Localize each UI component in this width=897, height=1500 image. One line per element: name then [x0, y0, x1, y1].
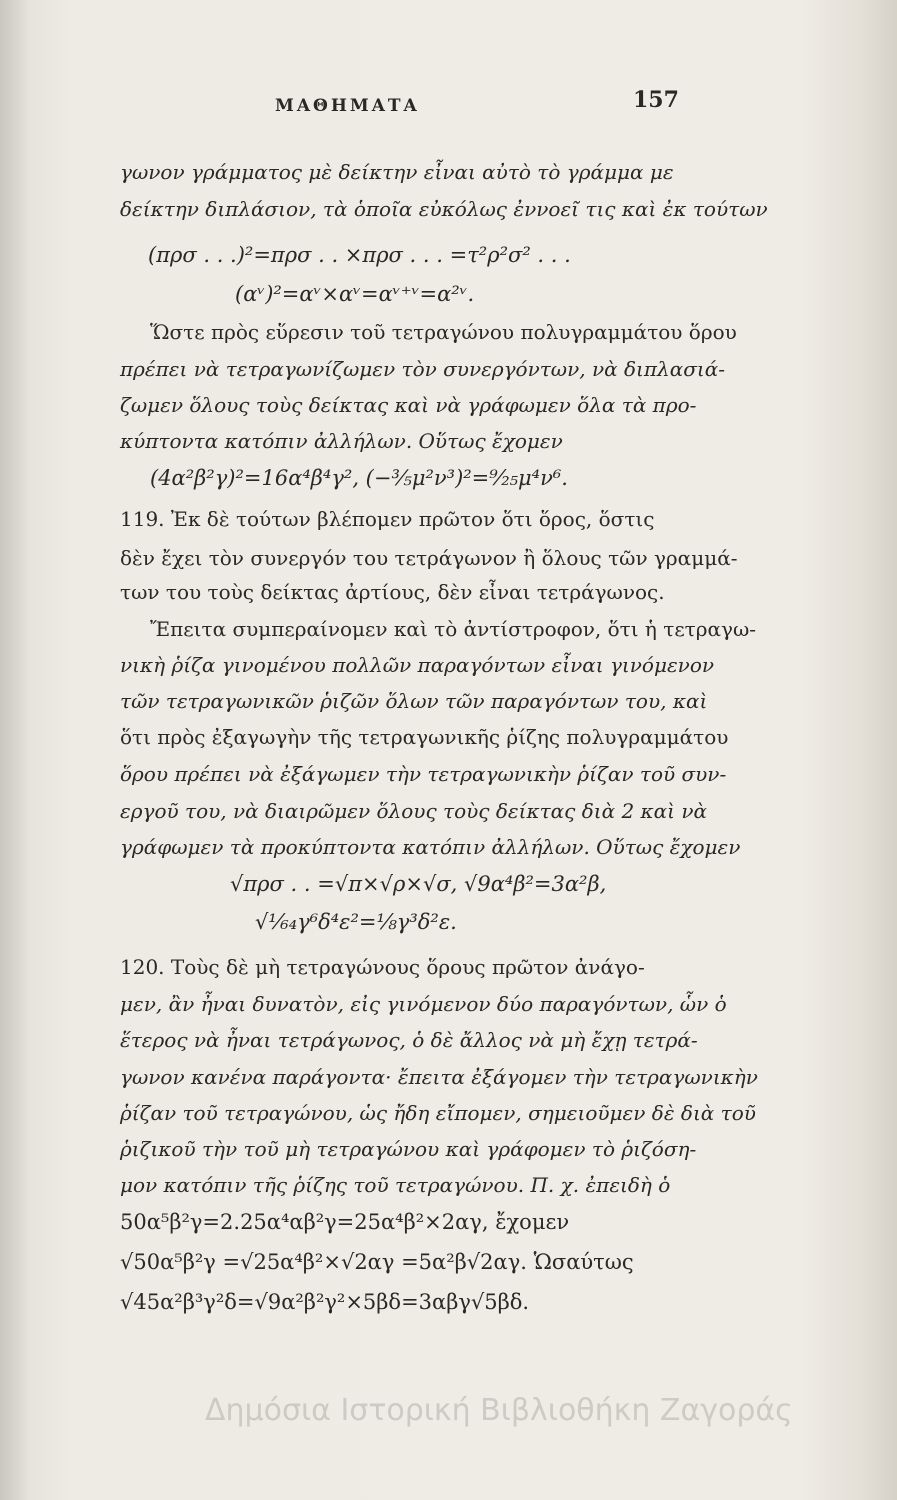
text-line: γωνον γράμματος μὲ δείκτην εἶναι αὐτὸ τὸ γράμμα με: [120, 160, 674, 184]
library-watermark: Δημόσια Ιστορική Βιβλιοθήκη Ζαγοράς: [205, 1393, 793, 1428]
text-line: μεν, ἂν ἦναι δυνατὸν, εἰς γινόμενον δύο παραγόντων, ὧν ὁ: [120, 992, 727, 1016]
text-line: πρέπει νὰ τετραγωνίζωμεν τὸν συνεργόντων, νὰ διπλασιά-: [120, 357, 725, 381]
math-line: (4α²β²γ)²=16α⁴β⁴γ², (−⅗μ²ν³)²=⁹⁄₂₅μ⁴ν⁶.: [150, 466, 568, 490]
math-line: √¹⁄₆₄γ⁶δ⁴ε²=⅛γ³δ²ε.: [255, 910, 457, 934]
text-line: ὅρου πρέπει νὰ ἐξάγωμεν τὴν τετραγωνικὴν ῥίζαν τοῦ συν-: [120, 762, 727, 786]
math-line: √50α⁵β²γ =√25α⁴β²×√2αγ =5α²β√2αγ. Ὡσαύτως: [120, 1250, 634, 1274]
text-line: ἕτερος νὰ ἦναι τετράγωνος, ὁ δὲ ἄλλος νὰ μὴ ἔχῃ τετρά-: [120, 1028, 698, 1052]
text-line: ὅτι πρὸς ἐξαγωγὴν τῆς τετραγωνικῆς ῥίζης πολυγραμμάτου: [120, 725, 729, 749]
text-line: γράφωμεν τὰ προκύπτοντα κατόπιν ἀλλήλων. Οὕτως ἔχομεν: [120, 835, 741, 859]
text-line: γωνον κανένα παράγοντα· ἔπειτα ἐξάγομεν τὴν τετραγωνικὴν: [120, 1065, 758, 1089]
text-line: δείκτην διπλάσιον, τὰ ὁποῖα εὐκόλως ἐννοεῖ τις καὶ ἐκ τούτων: [120, 197, 768, 221]
text-line: μον κατόπιν τῆς ῥίζης τοῦ τετραγώνου. Π. χ. ἐπειδὴ ὁ: [120, 1173, 671, 1197]
text-line: των του τοὺς δείκτας ἀρτίους, δὲν εἶναι τετράγωνος.: [120, 580, 665, 604]
math-line: 50α⁵β²γ=2.25α⁴αβ²γ=25α⁴β²×2αγ, ἔχομεν: [120, 1210, 570, 1234]
text-line: κύπτοντα κατόπιν ἀλλήλων. Οὕτως ἔχομεν: [120, 429, 563, 453]
running-head-title: ΜΑΘΗΜΑΤΑ: [275, 96, 420, 116]
math-line: √45α²β³γ²δ=√9α²β²γ²×5βδ=3αβγ√5βδ.: [120, 1290, 530, 1314]
text-line: τῶν τετραγωνικῶν ῥιζῶν ὅλων τῶν παραγόντων του, καὶ: [120, 689, 708, 713]
math-line: (πρσ . . .)²=πρσ . . ×πρσ . . . =τ²ρ²σ² . . .: [148, 243, 571, 267]
paragraph-119-start: 119. Ἐκ δὲ τούτων βλέπομεν πρῶτον ὅτι ὅρος, ὅστις: [120, 507, 655, 531]
paragraph-120-start: 120. Τοὺς δὲ μὴ τετραγώνους ὅρους πρῶτον ἀνάγο-: [120, 955, 645, 979]
text-line: Ἔπειτα συμπεραίνομεν καὶ τὸ ἀντίστροφον, ὅτι ἡ τετραγω-: [150, 617, 757, 641]
text-line: Ὥστε πρὸς εὕρεσιν τοῦ τετραγώνου πολυγραμμάτου ὅρου: [150, 320, 737, 344]
math-line: √πρσ . . =√π×√ρ×√σ, √9α⁴β²=3α²β,: [230, 872, 607, 896]
math-line: (αᵛ)²=αᵛ×αᵛ=αᵛ⁺ᵛ=α²ᵛ.: [235, 282, 475, 306]
text-line: ζωμεν ὅλους τοὺς δείκτας καὶ νὰ γράφωμεν ὅλα τὰ προ-: [120, 393, 697, 417]
page-number: 157: [633, 87, 679, 113]
text-line: δὲν ἔχει τὸν συνεργόν του τετράγωνον ἢ ὅλους τῶν γραμμά-: [120, 546, 738, 570]
text-line: ῥιζικοῦ τὴν τοῦ μὴ τετραγώνου καὶ γράφομεν τὸ ῥιζόση-: [120, 1137, 697, 1161]
text-line: νικὴ ῥίζα γινομένου πολλῶν παραγόντων εἶναι γινόμενον: [120, 653, 715, 677]
text-line: ῥίζαν τοῦ τετραγώνου, ὡς ἤδη εἴπομεν, σημειοῦμεν δὲ διὰ τοῦ: [120, 1101, 756, 1125]
text-line: εργοῦ του, νὰ διαιρῶμεν ὅλους τοὺς δείκτας διὰ 2 καὶ νὰ: [120, 799, 708, 823]
